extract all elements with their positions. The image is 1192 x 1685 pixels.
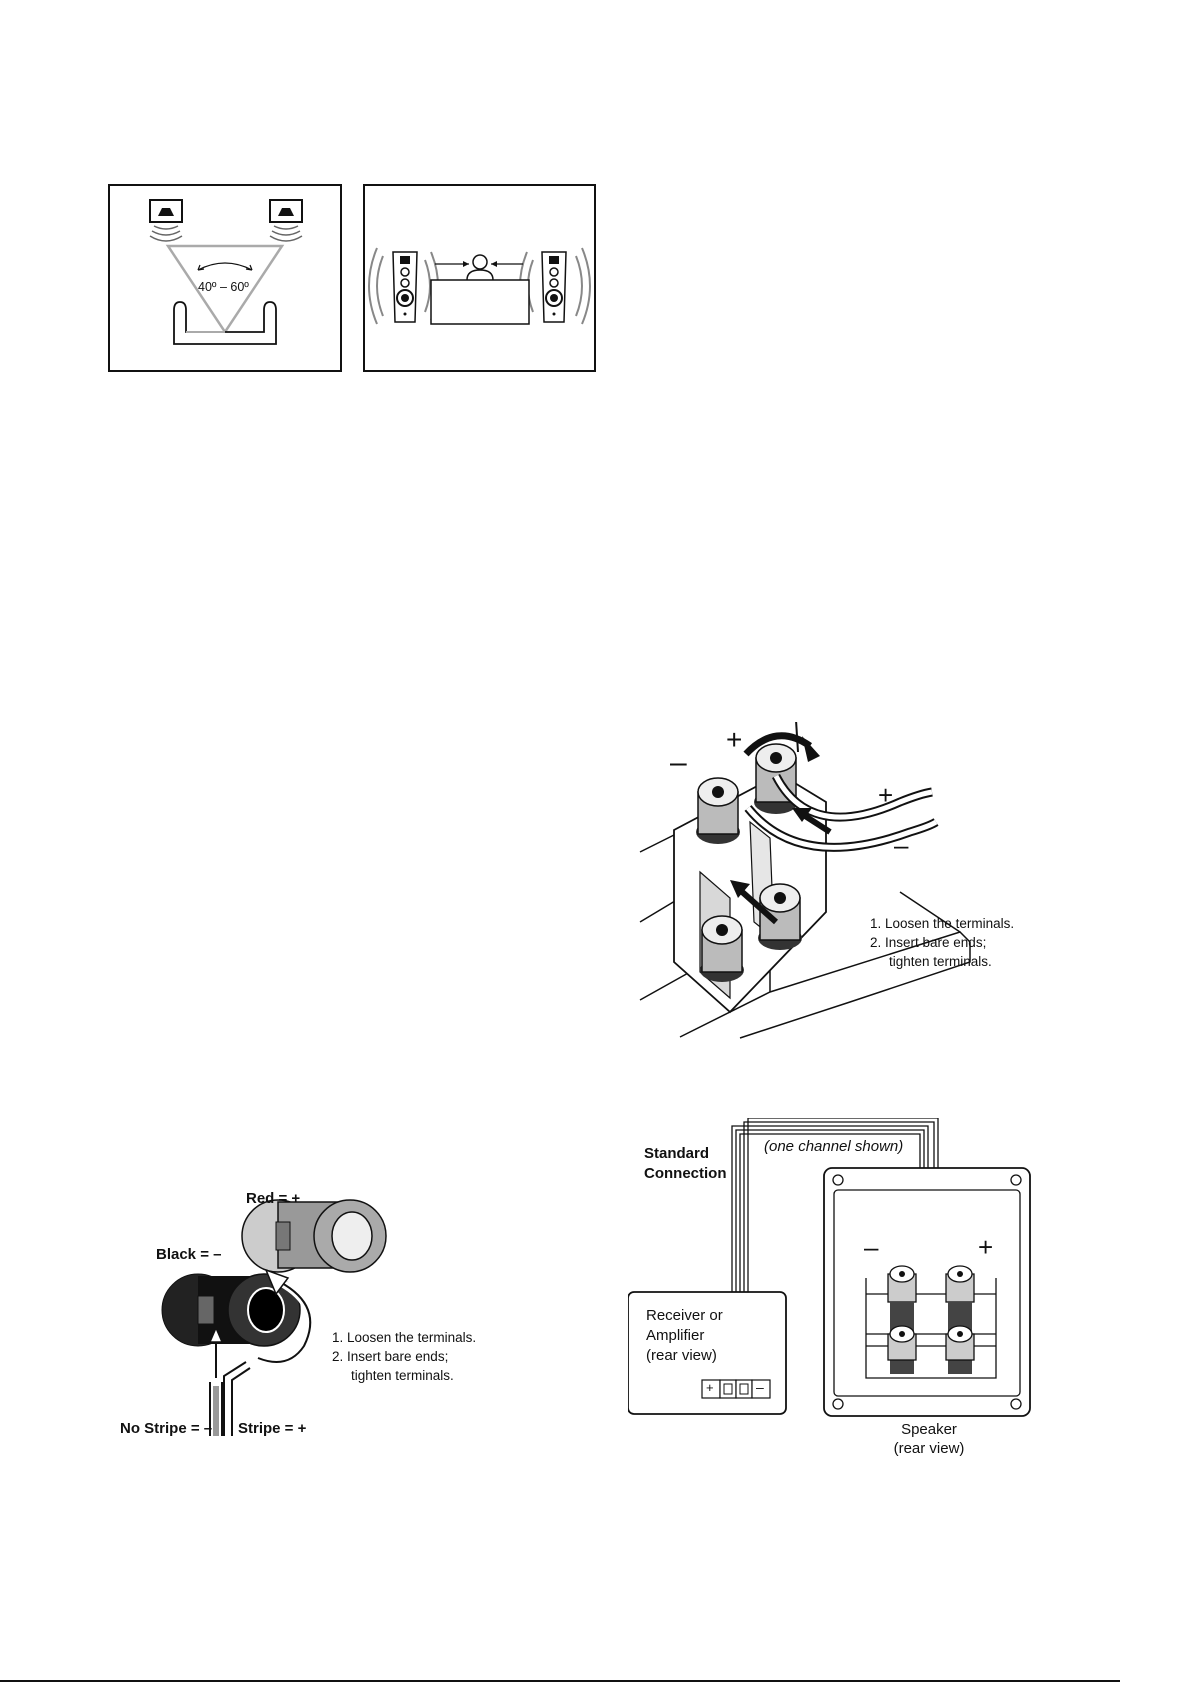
wire-minus-label: – <box>894 830 909 860</box>
no-stripe-label: No Stripe = – <box>120 1420 213 1437</box>
binding-post-diagram <box>630 722 1050 1040</box>
speaker-minus-terminal-icon <box>888 1266 916 1302</box>
connection-title-line-2: Connection <box>644 1165 727 1182</box>
step-2-cont: tighten terminals. <box>889 954 992 969</box>
speaker-minus-label: – <box>864 1232 879 1262</box>
speaker-caption <box>874 1420 984 1458</box>
spring-clip-steps <box>332 1328 476 1385</box>
listener-icon <box>467 255 493 280</box>
right-speaker-icon <box>270 200 302 241</box>
step-2: 2. Insert bare ends; <box>870 935 987 950</box>
receiver-line-3: (rear view) <box>646 1347 717 1364</box>
speaker-plus-terminal-icon <box>946 1266 974 1302</box>
one-channel-note: (one channel shown) <box>764 1138 904 1155</box>
angle-label: 40º – 60º <box>198 280 249 294</box>
standard-connection-diagram <box>628 1118 1042 1460</box>
red-label: Red = + <box>246 1190 301 1207</box>
triangle-illustration <box>110 186 340 370</box>
left-speaker-icon <box>150 200 182 241</box>
red-terminal-icon <box>242 1200 386 1272</box>
spring-clip-diagram <box>118 1186 498 1446</box>
speaker-lower-minus-terminal-icon <box>888 1326 916 1360</box>
step-2-cont: tighten terminals. <box>351 1368 454 1383</box>
receiver-line-1: Receiver or <box>646 1307 723 1324</box>
receiver-line-2: Amplifier <box>646 1327 705 1344</box>
post-plus-label: + <box>726 724 743 755</box>
speaker-plus-label: + <box>978 1232 994 1262</box>
placement-toe-in-diagram <box>363 184 596 372</box>
receiver-label <box>646 1306 723 1366</box>
toe-in-illustration <box>365 186 594 370</box>
right-tower-speaker-icon <box>542 252 566 322</box>
step-1: 1. Loosen the terminals. <box>870 916 1015 931</box>
seat-box <box>431 280 529 324</box>
footer-rule <box>0 1680 1120 1682</box>
bottom-minus-post-icon <box>700 916 744 982</box>
speaker-lower-plus-terminal-icon <box>946 1326 974 1360</box>
binding-post-steps <box>870 914 1014 971</box>
connection-title-line-1: Standard <box>644 1145 710 1162</box>
stripe-label: Stripe = + <box>238 1420 307 1437</box>
wire-plus-label: + <box>878 780 894 810</box>
spring-clip-illustration <box>118 1186 498 1446</box>
binding-post-illustration <box>630 722 1050 1040</box>
speaker-caption-line-1: Speaker <box>901 1421 957 1438</box>
receiver-minus-label: – <box>756 1379 764 1395</box>
speaker-caption-line-2: (rear view) <box>893 1440 965 1457</box>
left-tower-speaker-icon <box>393 252 417 322</box>
step-2: 2. Insert bare ends; <box>332 1349 449 1364</box>
connection-title <box>644 1144 727 1184</box>
black-label: Black = – <box>156 1246 222 1263</box>
couch-icon <box>174 302 276 344</box>
top-minus-post-icon <box>696 778 740 844</box>
post-minus-label: – <box>670 746 687 779</box>
placement-triangle-diagram <box>108 184 342 372</box>
step-1: 1. Loosen the terminals. <box>332 1330 477 1345</box>
receiver-plus-label: + <box>706 1380 714 1395</box>
bottom-plus-post-icon <box>758 884 802 950</box>
